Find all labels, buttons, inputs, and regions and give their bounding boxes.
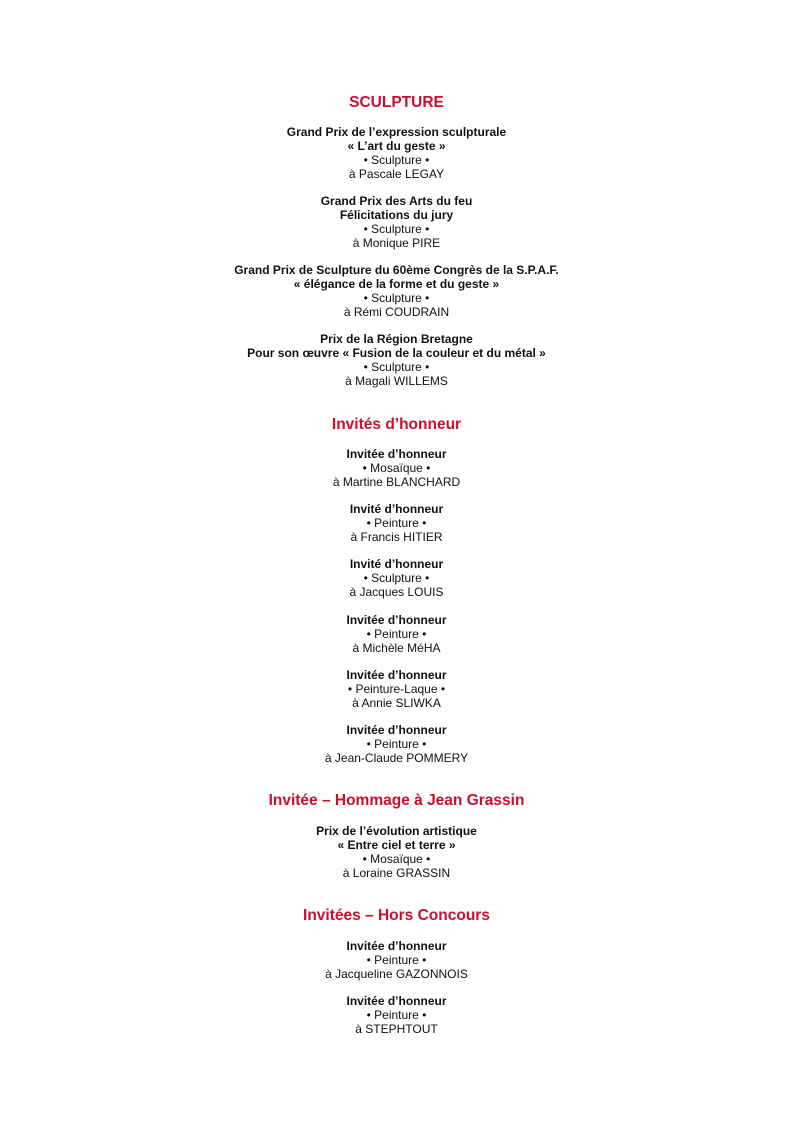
award-entry xyxy=(0,825,793,881)
guest-name: à Michèle MéHA xyxy=(352,640,441,655)
award-entry xyxy=(0,195,793,251)
award-recipient: à Monique PIRE xyxy=(352,235,441,250)
guest-entry xyxy=(0,724,793,766)
award-title: Prix de la Région Bretagne xyxy=(320,332,473,346)
guest-title: Invité d’honneur xyxy=(349,502,444,516)
award-subtitle: Félicitations du jury xyxy=(339,207,454,222)
award-title: Grand Prix des Arts du feu xyxy=(320,194,473,208)
guest-name: à Jean-Claude POMMERY xyxy=(324,750,469,765)
award-category: • Sculpture • xyxy=(363,152,430,167)
guest-entry xyxy=(0,503,793,545)
guest-entry xyxy=(0,940,793,982)
guest-category: • Sculpture • xyxy=(363,570,430,585)
award-category: • Sculpture • xyxy=(363,359,430,374)
guest-name: à Jacques LOUIS xyxy=(349,584,444,599)
guest-name: à Jacqueline GAZONNOIS xyxy=(325,966,468,981)
award-entry xyxy=(0,264,793,320)
guest-category: • Peinture • xyxy=(366,1007,427,1022)
award-entry xyxy=(0,126,793,182)
award-subtitle: « élégance de la forme et du geste » xyxy=(293,276,500,291)
guest-category: • Mosaïque • xyxy=(362,460,431,475)
guest-title: Invité d’honneur xyxy=(349,557,444,571)
guest-entry xyxy=(0,448,793,490)
guest-category: • Peinture • xyxy=(366,952,427,967)
award-title: Grand Prix de l’expression sculpturale xyxy=(286,125,507,139)
guest-entry xyxy=(0,558,793,600)
guest-entry xyxy=(0,669,793,711)
guest-name: à Annie SLIWKA xyxy=(352,695,441,710)
guest-entry xyxy=(0,614,793,656)
section-heading-hors-concours: Invitées – Hors Concours xyxy=(303,907,490,924)
guest-title: Invitée d’honneur xyxy=(346,613,447,627)
guest-name: à Martine BLANCHARD xyxy=(332,474,461,489)
award-entry xyxy=(0,333,793,389)
award-title: Grand Prix de Sculpture du 60ème Congrès de la S.P.A.F. xyxy=(234,263,559,277)
guest-title: Invitée d’honneur xyxy=(346,447,447,461)
guest-entry xyxy=(0,995,793,1037)
guest-title: Invitée d’honneur xyxy=(346,994,447,1008)
section-heading-sculpture: SCULPTURE xyxy=(349,94,444,111)
award-recipient: à Pascale LEGAY xyxy=(348,166,445,181)
award-recipient: à Magali WILLEMS xyxy=(345,373,448,388)
award-title: Prix de l’évolution artistique xyxy=(316,824,477,838)
guest-title: Invitée d’honneur xyxy=(346,723,447,737)
award-subtitle: Pour son œuvre « Fusion de la couleur et du métal » xyxy=(247,345,546,360)
award-category: • Mosaïque • xyxy=(362,851,431,866)
guest-title: Invitée d’honneur xyxy=(346,939,447,953)
guest-category: • Peinture-Laque • xyxy=(347,681,446,696)
guest-name: à Francis HITIER xyxy=(350,529,443,544)
award-category: • Sculpture • xyxy=(363,290,430,305)
award-category: • Sculpture • xyxy=(363,221,430,236)
section-heading-invites: Invités d’honneur xyxy=(331,416,462,433)
award-recipient: à Rémi COUDRAIN xyxy=(343,304,450,319)
award-subtitle: « L’art du geste » xyxy=(347,138,446,153)
award-subtitle: « Entre ciel et terre » xyxy=(337,837,456,852)
award-recipient: à Loraine GRASSIN xyxy=(342,865,451,880)
guest-category: • Peinture • xyxy=(366,515,427,530)
guest-title: Invitée d’honneur xyxy=(346,668,447,682)
guest-category: • Peinture • xyxy=(366,736,427,751)
section-heading-hommage: Invitée – Hommage à Jean Grassin xyxy=(268,792,525,809)
guest-category: • Peinture • xyxy=(366,626,427,641)
guest-name: à STEPHTOUT xyxy=(355,1021,438,1036)
